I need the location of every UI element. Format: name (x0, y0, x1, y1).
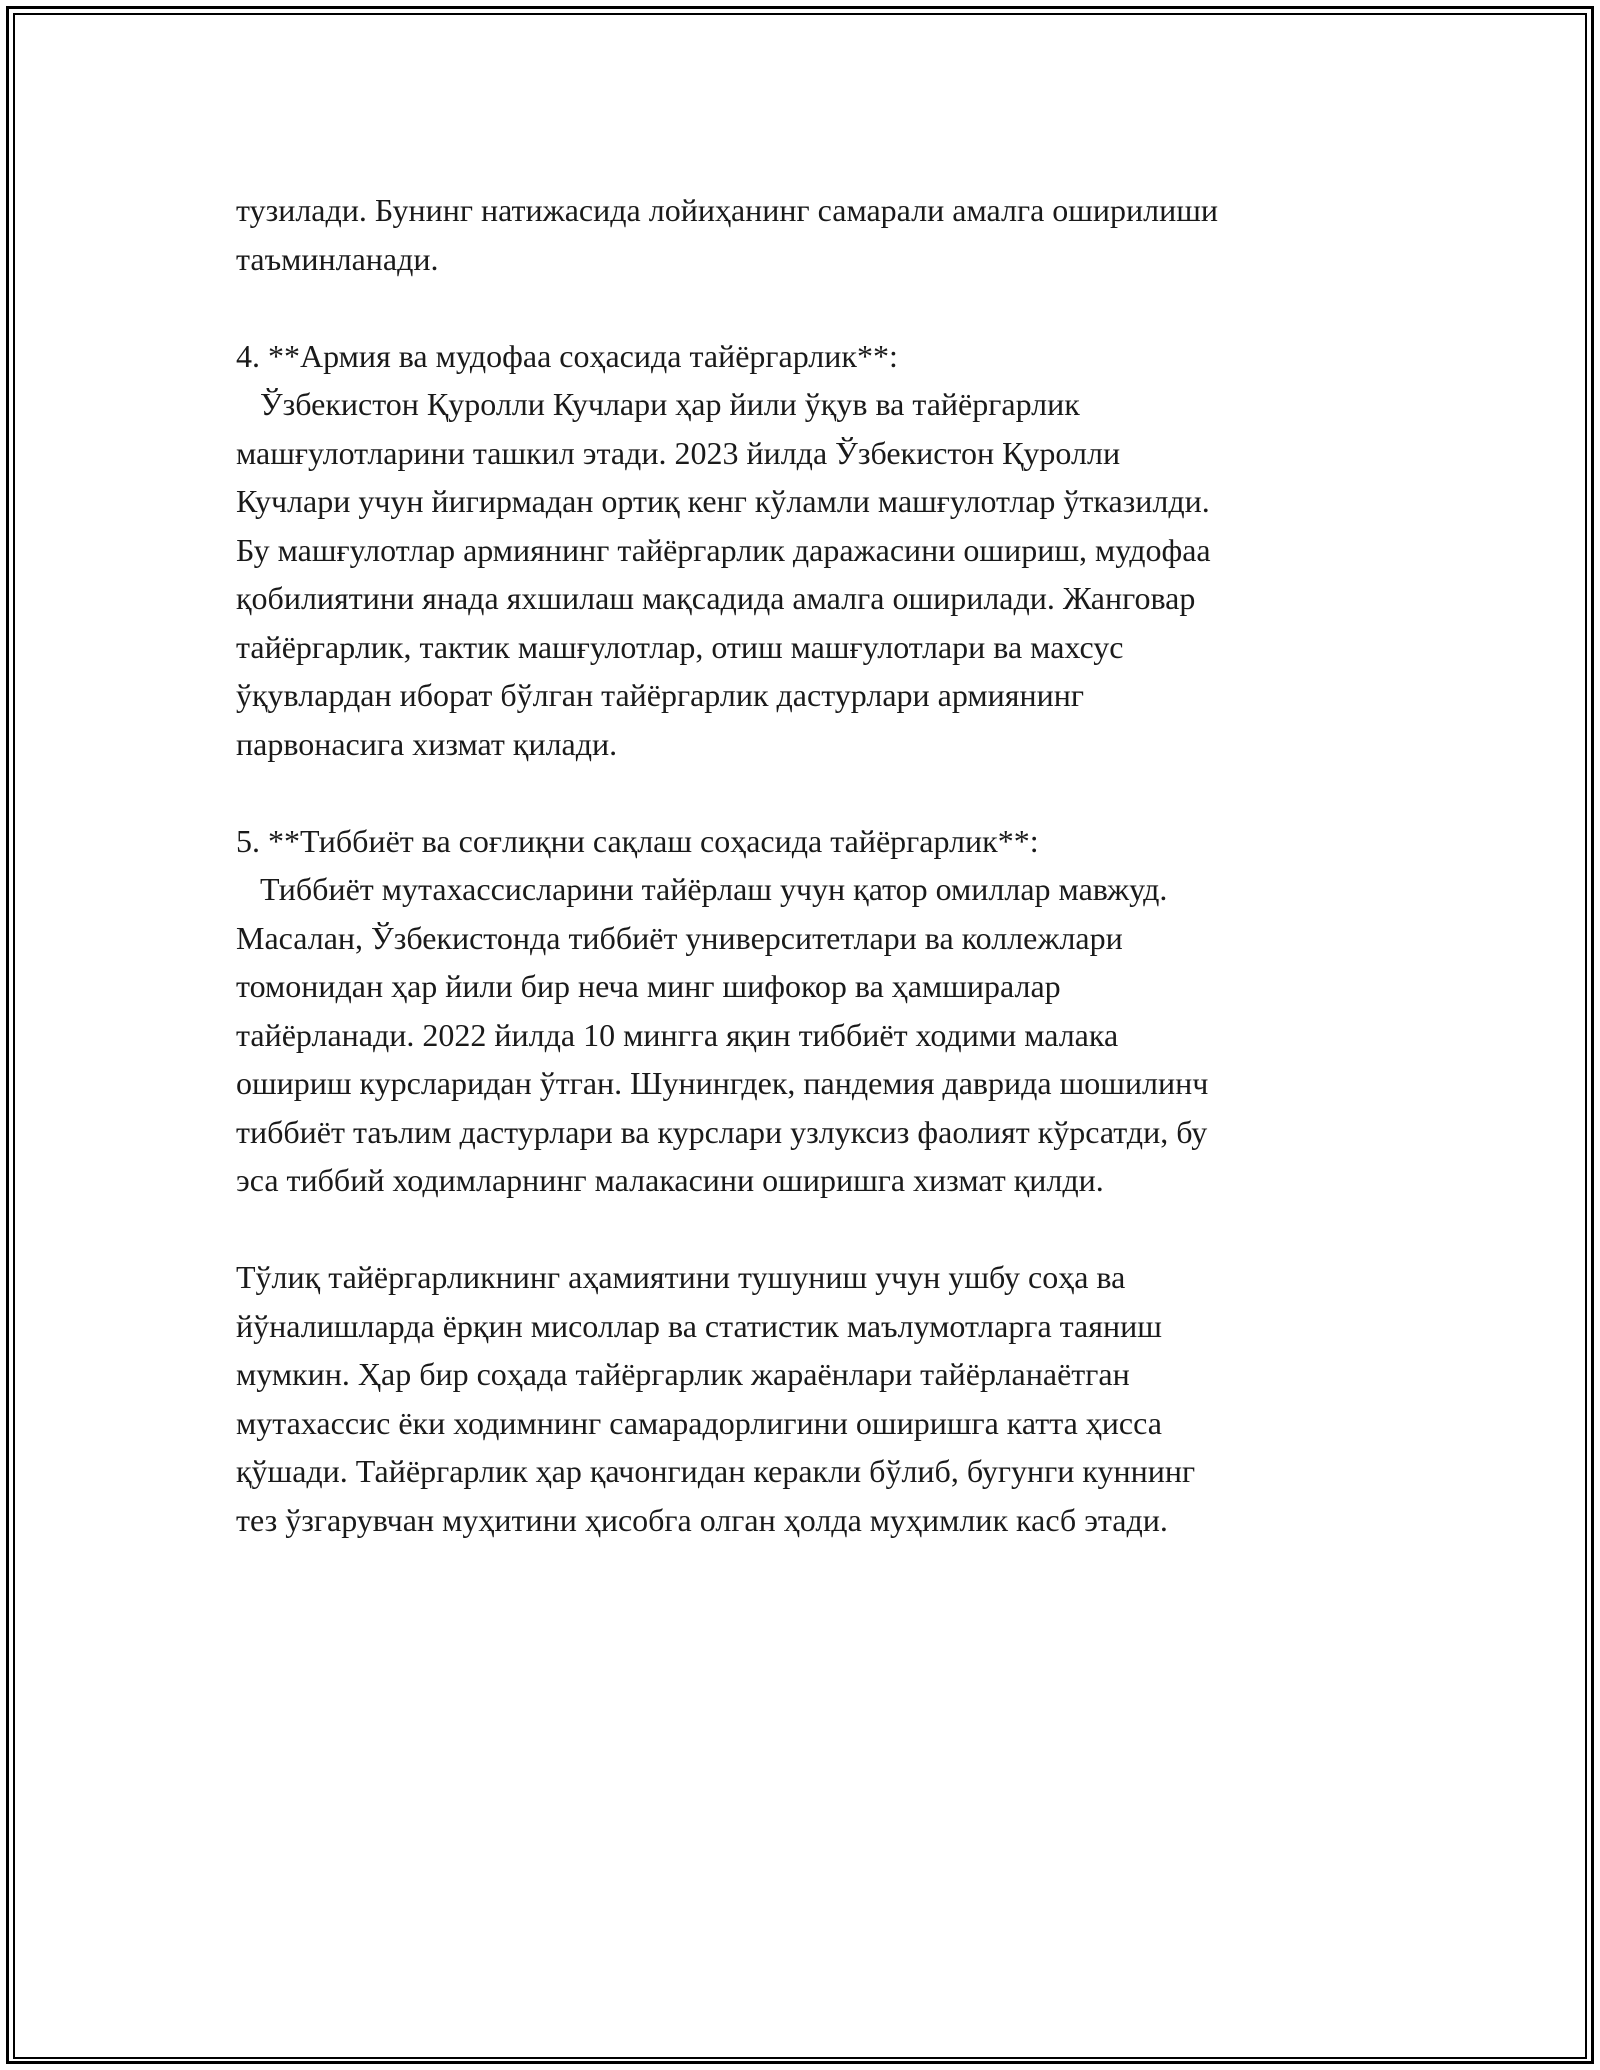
paragraph-spacer (236, 283, 1366, 332)
text-line: таъминланади. (236, 240, 439, 277)
text-line: томонидан ҳар йили бир неча минг шифокор ва ҳамширалар (236, 968, 1061, 1004)
section-heading: 5. **Тиббиёт ва соғлиқни сақлаш соҳасида тайёргарлик**: (236, 822, 1039, 859)
text-line: эса тиббий ходимларнинг малакасини оширишга хизмат қилди. (236, 1162, 1104, 1198)
text-line: йўналишларда ёрқин мисоллар ва статистик маълумотларга таяниш (236, 1307, 1162, 1344)
text-line: Тиббиёт мутахассисларини тайёрлаш учун қатор омиллар мавжуд. (236, 871, 1168, 907)
conclusion-paragraph (236, 1253, 1366, 1544)
text-line: тиббиёт таълим дастурлари ва курслари узлуксиз фаолият кўрсатди, бу (236, 1113, 1208, 1150)
text-line: Ўзбекистон Қуролли Кучлари ҳар йили ўқув ва тайёргарлик (236, 386, 1080, 422)
text-line: тузилади. Бунинг натижасида лойиҳанинг самарали амалга оширилиши (236, 192, 1219, 228)
text-line: тез ўзгарувчан муҳитини ҳисобга олган ҳолда муҳимлик касб этади. (236, 1501, 1168, 1538)
text-line: қўшади. Тайёргарлик ҳар қачонгидан керакли бўлиб, бугунги куннинг (236, 1453, 1196, 1489)
section-heading: 4. **Армия ва мудофаа соҳасида тайёргарлик**: (236, 337, 898, 374)
text-line: машғулотларини ташкил этади. 2023 йилда Ўзбекистон Қуролли (236, 434, 1121, 471)
text-line: ошириш курсларидан ўтган. Шунингдек, пандемия даврида шошилинч (236, 1065, 1209, 1101)
text-line: ўқувлардан иборат бўлган тайёргарлик дастурлари армиянинг (236, 677, 1084, 713)
text-line: қобилиятини янада яхшилаш мақсадида амалга оширилади. Жанговар (236, 580, 1196, 616)
text-line: мумкин. Ҳар бир соҳада тайёргарлик жараёнлари тайёрланаётган (236, 1356, 1130, 1392)
text-line: Масалан, Ўзбекистонда тиббиёт университетлари ва коллежлари (236, 919, 1123, 956)
text-line: мутахассис ёки ходимнинг самарадорлигини оширишга катта ҳисса (236, 1404, 1162, 1441)
text-line: тайёрланади. 2022 йилда 10 мингга яқин тиббиёт ходими малака (236, 1016, 1119, 1053)
paragraph-continuation (236, 186, 1366, 283)
paragraph-spacer (236, 1205, 1366, 1254)
section-4 (236, 332, 1366, 769)
document-body (236, 186, 1366, 1544)
text-line: Бу машғулотлар армиянинг тайёргарлик даражасини ошириш, мудофаа (236, 531, 1211, 568)
paragraph-spacer (236, 768, 1366, 817)
text-line: Тўлиқ тайёргарликнинг аҳамиятини тушуниш учун ушбу соҳа ва (236, 1259, 1126, 1295)
text-line: парвонасига хизмат қилади. (236, 725, 618, 762)
text-line: тайёргарлик, тактик машғулотлар, отиш машғулотлари ва махсус (236, 628, 1124, 665)
text-line: Кучлари учун йигирмадан ортиқ кенг кўламли машғулотлар ўтказилди. (236, 483, 1210, 519)
section-5 (236, 817, 1366, 1205)
